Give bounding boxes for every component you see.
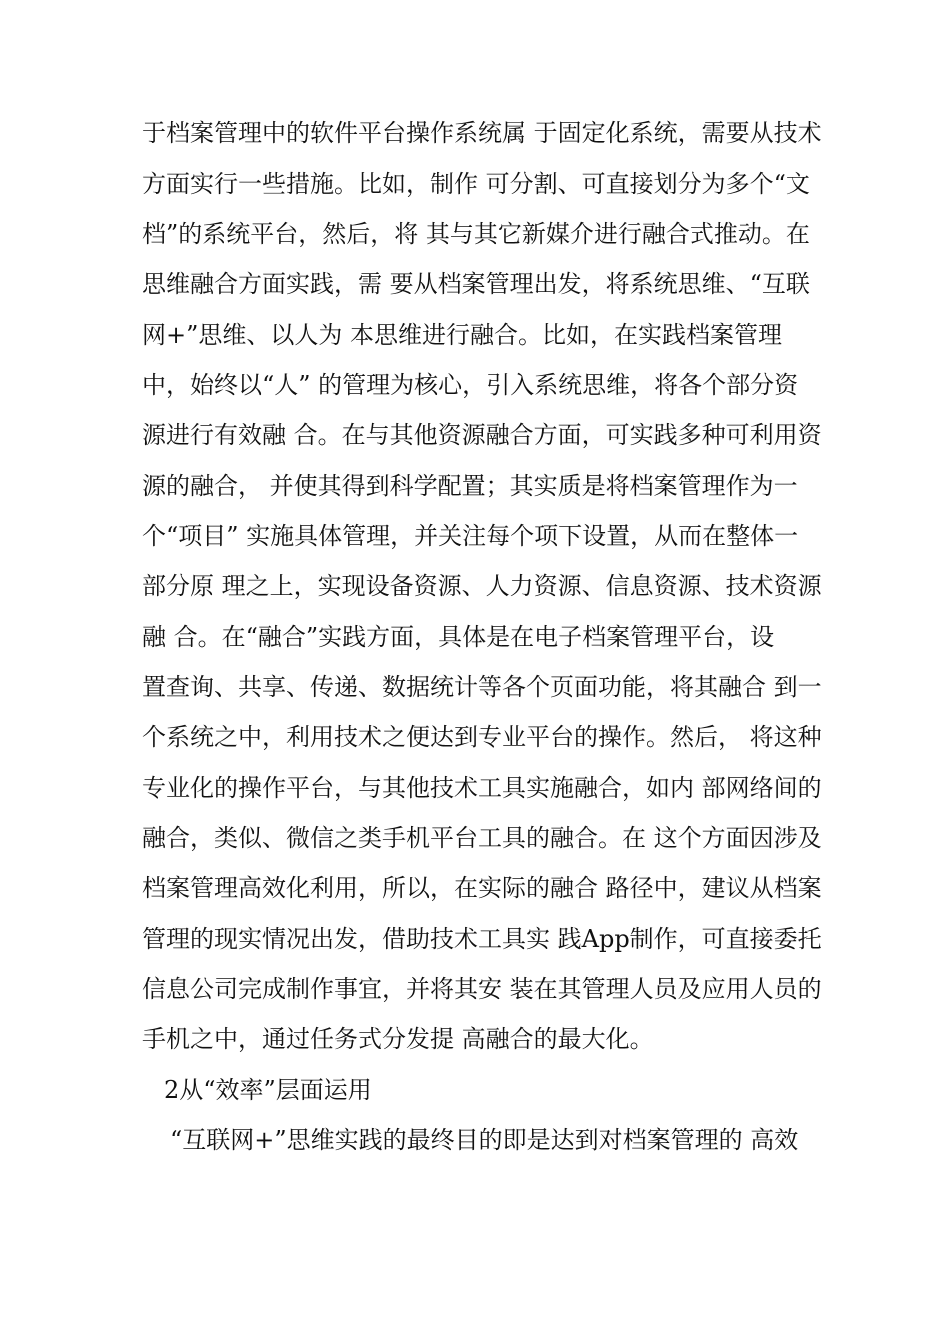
paragraph-line: “互联网+”思维实践的最终目的即是达到对档案管理的 高效	[170, 1126, 799, 1154]
paragraph-line: 档案管理高效化利用，所以，在实际的融合 路径中，建议从档案	[142, 874, 822, 902]
paragraph-line: 专业化的操作平台，与其他技术工具实施融合，如内 部网络间的	[142, 774, 822, 802]
paragraph-line: 置查询、共享、传递、数据统计等各个页面功能，将其融合 到一	[142, 673, 822, 701]
paragraph-line: 网+”思维、以人为 本思维进行融合。比如，在实践档案管理	[142, 321, 783, 349]
paragraph-line: 手机之中，通过任务式分发提 高融合的最大化。	[142, 1025, 654, 1053]
paragraph-line: 信息公司完成制作事宜，并将其安 装在其管理人员及应用人员的	[142, 975, 822, 1003]
paragraph-line: 融 合。在“融合”实践方面，具体是在电子档案管理平台，设	[142, 623, 775, 651]
paragraph-line: 源进行有效融 合。在与其他资源融合方面，可实践多种可利用资	[142, 421, 822, 449]
paragraph-line: 方面实行一些措施。比如，制作 可分割、可直接划分为多个“文	[142, 170, 810, 198]
paragraph-line: 档”的系统平台，然后，将 其与其它新媒介进行融合式推动。在	[142, 220, 810, 248]
paragraph-line: 于档案管理中的软件平台操作系统属 于固定化系统，需要从技术	[142, 119, 822, 147]
paragraph-line: 思维融合方面实践，需 要从档案管理出发，将系统思维、“互联	[142, 270, 810, 298]
paragraph-line: 中，始终以“人” 的管理为核心，引入系统思维，将各个部分资	[142, 371, 799, 399]
paragraph-line: 融合，类似、微信之类手机平台工具的融合。在 这个方面因涉及	[142, 824, 822, 852]
paragraph-line: 个系统之中，利用技术之便达到专业平台的操作。然后， 将这种	[142, 723, 822, 751]
paragraph-line: 个“项目” 实施具体管理，并关注每个项下设置，从而在整体一	[142, 522, 799, 550]
paragraph-line: 管理的现实情况出发，借助技术工具实 践App制作，可直接委托	[142, 925, 822, 953]
section-heading: 2从“效率”层面运用	[164, 1076, 372, 1104]
paragraph-line: 源的融合， 并使其得到科学配置；其实质是将档案管理作为一	[142, 472, 798, 500]
paragraph-line: 部分原 理之上，实现设备资源、人力资源、信息资源、技术资源	[142, 572, 822, 600]
